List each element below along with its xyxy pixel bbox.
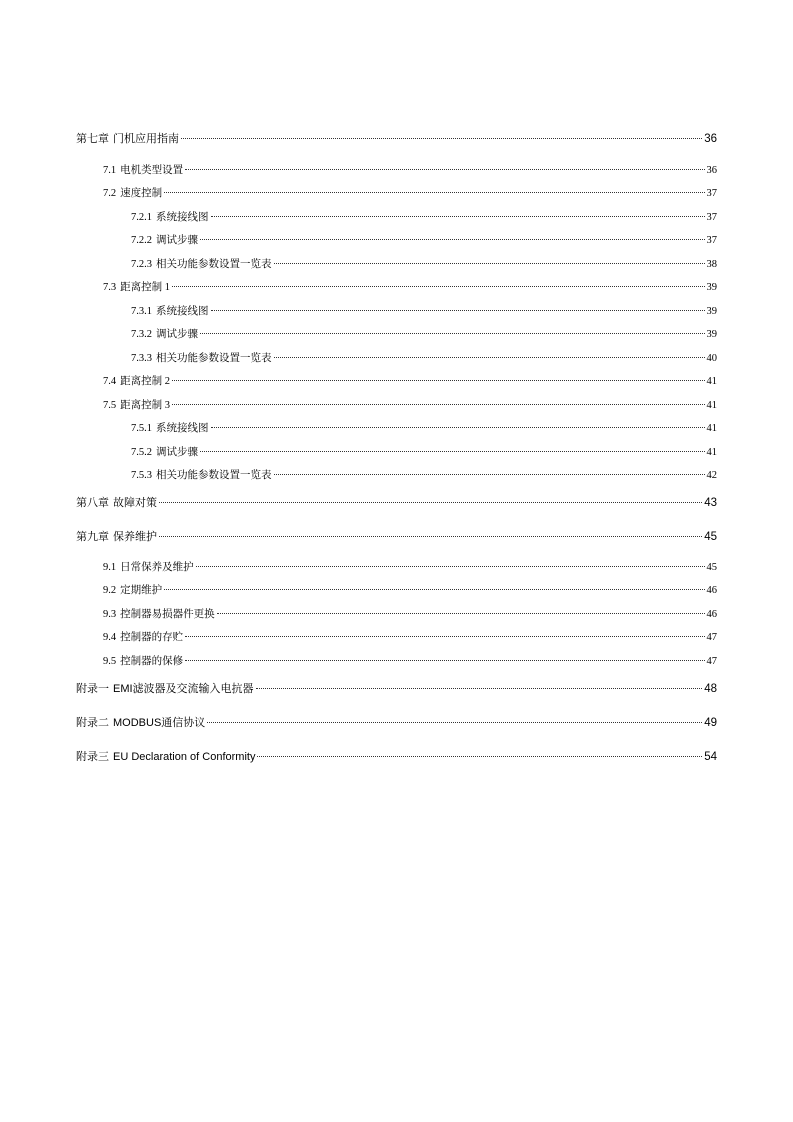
toc-entry-number: 9.4 <box>103 632 117 643</box>
toc-entry-text: 保养维护 <box>113 531 157 543</box>
toc-entry-text: MODBUS通信协议 <box>113 717 206 729</box>
dot-leader <box>172 286 705 287</box>
toc-entry-title <box>131 446 198 460</box>
toc-entry-text: 调试步骤 <box>156 329 198 340</box>
toc-entry-number: 附录二 <box>76 717 109 729</box>
toc-entry-title <box>76 682 254 696</box>
dot-leader <box>164 192 704 193</box>
toc-entry-number: 第七章 <box>76 133 109 145</box>
toc-entry-title <box>103 608 215 622</box>
toc-entry-text: 系统接线图 <box>156 423 209 434</box>
toc-entry-text: 电机类型设置 <box>120 165 184 176</box>
toc-entry[interactable] <box>76 187 717 201</box>
toc-entry-page: 41 <box>706 447 717 458</box>
toc-entry-number: 7.4 <box>103 376 117 387</box>
toc-entry-title <box>131 422 209 436</box>
toc-entry-number: 附录一 <box>76 683 109 695</box>
toc-entry-number: 9.3 <box>103 609 117 620</box>
dot-leader <box>164 589 704 590</box>
toc-entry[interactable] <box>76 584 717 598</box>
toc-entry-text: 距离控制 2 <box>120 376 170 387</box>
dot-leader <box>172 404 705 405</box>
dot-leader <box>211 310 705 311</box>
toc-entry-page: 39 <box>706 282 717 293</box>
toc-entry-number: 7.5.2 <box>131 447 152 458</box>
toc-entry-text: 相关功能参数设置一览表 <box>156 470 272 481</box>
toc-entry[interactable] <box>76 399 717 413</box>
toc-entry-title <box>103 281 170 295</box>
toc-entry-page: 45 <box>704 531 717 543</box>
toc-entry-title <box>76 496 157 510</box>
toc-entry[interactable] <box>76 234 717 248</box>
toc-entry-page: 54 <box>704 751 717 763</box>
dot-leader <box>159 536 702 537</box>
toc-entry[interactable] <box>76 561 717 575</box>
toc-entry-page: 41 <box>706 376 717 387</box>
dot-leader <box>181 138 702 139</box>
toc-entry-page: 45 <box>706 562 717 573</box>
dot-leader <box>257 756 702 757</box>
dot-leader <box>172 380 705 381</box>
toc-entry-page: 46 <box>706 609 717 620</box>
toc-entry-title <box>131 211 209 225</box>
toc-entry-title <box>131 328 198 342</box>
toc-entry[interactable] <box>76 132 717 146</box>
toc-entry-number: 第八章 <box>76 497 109 509</box>
toc-entry-text: 门机应用指南 <box>113 133 179 145</box>
table-of-contents <box>76 0 717 1122</box>
toc-entry-text: EMI滤波器及交流输入电抗器 <box>113 683 254 695</box>
toc-entry-number: 7.3 <box>103 282 117 293</box>
toc-entry[interactable] <box>76 164 717 178</box>
toc-entry-text: 相关功能参数设置一览表 <box>156 259 272 270</box>
dot-leader <box>274 263 705 264</box>
toc-entry-text: 控制器易损器件更换 <box>120 609 215 620</box>
toc-entry-text: 故障对策 <box>113 497 157 509</box>
toc-entry[interactable] <box>76 496 717 510</box>
toc-entry-title <box>131 258 272 272</box>
toc-entry-number: 9.2 <box>103 585 117 596</box>
toc-entry-page: 41 <box>706 400 717 411</box>
toc-entry-text: 控制器的保修 <box>120 656 184 667</box>
toc-entry-page: 47 <box>706 632 717 643</box>
toc-entry-page: 48 <box>704 683 717 695</box>
toc-entry-number: 7.5 <box>103 400 117 411</box>
toc-entry-page: 36 <box>704 133 717 145</box>
toc-entry-text: 相关功能参数设置一览表 <box>156 353 272 364</box>
toc-entry-title <box>76 750 255 764</box>
toc-entry-title <box>131 234 198 248</box>
toc-entry-title <box>103 584 162 598</box>
toc-entry-text: 速度控制 <box>120 188 163 199</box>
toc-entry[interactable] <box>76 446 717 460</box>
dot-leader <box>200 333 705 334</box>
toc-entry-text: 系统接线图 <box>156 212 209 223</box>
dot-leader <box>159 502 702 503</box>
dot-leader <box>207 722 702 723</box>
toc-entry-text: EU Declaration of Conformity <box>113 751 256 763</box>
toc-entry-number: 7.1 <box>103 165 117 176</box>
toc-entry-text: 定期维护 <box>120 585 163 596</box>
dot-leader <box>256 688 703 689</box>
toc-entry-page: 49 <box>704 717 717 729</box>
dot-leader <box>200 239 705 240</box>
toc-entry-title <box>103 561 194 575</box>
toc-entry[interactable] <box>76 750 717 764</box>
toc-entry-text: 距离控制 3 <box>120 400 170 411</box>
toc-entry-number: 7.5.1 <box>131 423 152 434</box>
toc-entry[interactable] <box>76 530 717 544</box>
dot-leader <box>274 474 705 475</box>
toc-entry-page: 40 <box>706 353 717 364</box>
toc-entry-text: 调试步骤 <box>156 447 198 458</box>
toc-entry-number: 7.5.3 <box>131 470 152 481</box>
toc-entry[interactable] <box>76 631 717 645</box>
dot-leader <box>274 357 705 358</box>
toc-entry-page: 37 <box>706 212 717 223</box>
toc-entry-number: 7.2.2 <box>131 235 152 246</box>
toc-entry-page: 39 <box>706 329 717 340</box>
toc-entry[interactable] <box>76 352 717 366</box>
toc-entry[interactable] <box>76 375 717 389</box>
toc-entry[interactable] <box>76 281 717 295</box>
dot-leader <box>196 566 705 567</box>
toc-entry-title <box>76 716 205 730</box>
toc-entry-number: 7.3.2 <box>131 329 152 340</box>
dot-leader <box>200 451 705 452</box>
toc-entry-title <box>103 375 170 389</box>
toc-entry[interactable] <box>76 305 717 319</box>
toc-entry-number: 7.3.3 <box>131 353 152 364</box>
toc-entry-title <box>131 305 209 319</box>
toc-entry-page: 42 <box>706 470 717 481</box>
toc-entry[interactable] <box>76 469 717 483</box>
toc-entry-title <box>76 530 157 544</box>
toc-entry[interactable] <box>76 328 717 342</box>
dot-leader <box>211 427 705 428</box>
toc-entry-title <box>103 655 183 669</box>
toc-entry[interactable] <box>76 422 717 436</box>
toc-entry-number: 7.2.1 <box>131 212 152 223</box>
toc-entry-number: 7.2 <box>103 188 117 199</box>
toc-entry-text: 控制器的存贮 <box>120 632 184 643</box>
toc-entry-title <box>131 469 272 483</box>
toc-entry-page: 39 <box>706 306 717 317</box>
toc-entry-page: 37 <box>706 235 717 246</box>
toc-entry-page: 43 <box>704 497 717 509</box>
toc-entry-page: 47 <box>706 656 717 667</box>
dot-leader <box>185 636 704 637</box>
toc-entry-title <box>131 352 272 366</box>
toc-entry-title <box>76 132 179 146</box>
toc-entry-text: 系统接线图 <box>156 306 209 317</box>
toc-entry-page: 46 <box>706 585 717 596</box>
dot-leader <box>185 660 704 661</box>
toc-entry[interactable] <box>76 608 717 622</box>
toc-entry-text: 调试步骤 <box>156 235 198 246</box>
toc-entry-title <box>103 187 162 201</box>
toc-entry-title <box>103 399 170 413</box>
toc-entry[interactable] <box>76 258 717 272</box>
dot-leader <box>217 613 705 614</box>
toc-entry[interactable] <box>76 211 717 225</box>
toc-entry[interactable] <box>76 682 717 696</box>
toc-entry-number: 7.3.1 <box>131 306 152 317</box>
toc-entry-title <box>103 164 183 178</box>
toc-entry-page: 38 <box>706 259 717 270</box>
toc-entry-number: 9.1 <box>103 562 117 573</box>
toc-entry[interactable] <box>76 716 717 730</box>
toc-entry-number: 第九章 <box>76 531 109 543</box>
toc-entry-text: 距离控制 1 <box>120 282 170 293</box>
toc-entry[interactable] <box>76 655 717 669</box>
toc-entry-number: 7.2.3 <box>131 259 152 270</box>
toc-entry-text: 日常保养及维护 <box>120 562 194 573</box>
toc-entry-title <box>103 631 183 645</box>
dot-leader <box>185 169 704 170</box>
toc-entry-number: 附录三 <box>76 751 109 763</box>
toc-entry-number: 9.5 <box>103 656 117 667</box>
toc-entry-page: 41 <box>706 423 717 434</box>
toc-entry-page: 36 <box>706 165 717 176</box>
toc-entry-page: 37 <box>706 188 717 199</box>
dot-leader <box>211 216 705 217</box>
